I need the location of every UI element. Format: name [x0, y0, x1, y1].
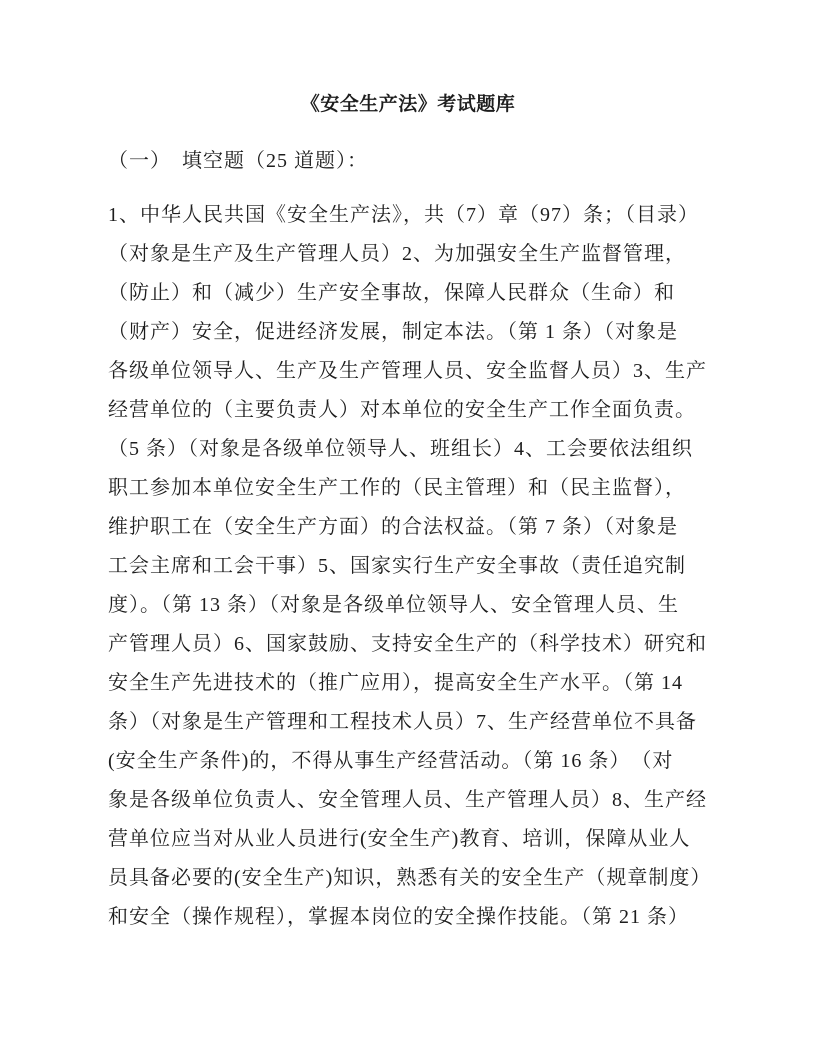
text-line: 员具备必要的(安全生产)知识，熟悉有关的安全生产（规章制度） [108, 867, 712, 889]
text-line: （财产）安全，促进经济发展，制定本法。（第 1 条）（对象是 [108, 321, 678, 343]
section-heading: （一） 填空题（25 道题）： [108, 150, 368, 172]
text-line: （防止）和（减少）生产安全事故，保障人民群众（生命）和 [108, 282, 675, 304]
text-line: 象是各级单位负责人、安全管理人员、生产管理人员）8、生产经 [108, 789, 707, 811]
text-line: 度）。（第 13 条）（对象是各级单位领导人、安全管理人员、生 [108, 594, 679, 616]
body-paragraph [108, 196, 716, 937]
text-line: (安全生产条件)的，不得从事生产经营活动。（第 16 条） （对 [108, 750, 674, 772]
text-line: 条）（对象是生产管理和工程技术人员）7、生产经营单位不具备 [108, 711, 697, 733]
text-line: 营单位应当对从业人员进行(安全生产)教育、培训，保障从业人 [108, 828, 691, 850]
text-line: 各级单位领导人、生产及生产管理人员、安全监督人员）3、生产 [108, 360, 707, 382]
text-line: 职工参加本单位安全生产工作的（民主管理）和（民主监督）， [108, 477, 686, 499]
text-line: 1、中华人民共国《安全生产法》，共（7）章（97）条；（目录） [108, 204, 699, 226]
text-line: 工会主席和工会干事）5、国家实行生产安全事故（责任追究制 [108, 555, 686, 577]
text-line: 产管理人员）6、国家鼓励、支持安全生产的（科学技术）研究和 [108, 633, 707, 655]
text-line: （5 条）（对象是各级单位领导人、班组长）4、工会要依法组织 [108, 438, 693, 460]
text-line: （对象是生产及生产管理人员）2、为加强安全生产监督管理， [108, 243, 686, 265]
text-line: 经营单位的（主要负责人）对本单位的安全生产工作全面负责。 [108, 399, 696, 421]
text-line: 和安全（操作规程），掌握本岗位的安全操作技能。（第 21 条） [108, 906, 689, 928]
document-title: 《安全生产法》考试题库 [300, 94, 516, 115]
text-line: 维护职工在（安全生产方面）的合法权益。（第 7 条）（对象是 [108, 516, 678, 538]
text-line: 安全生产先进技术的（推广应用），提高安全生产水平。（第 14 [108, 672, 683, 694]
